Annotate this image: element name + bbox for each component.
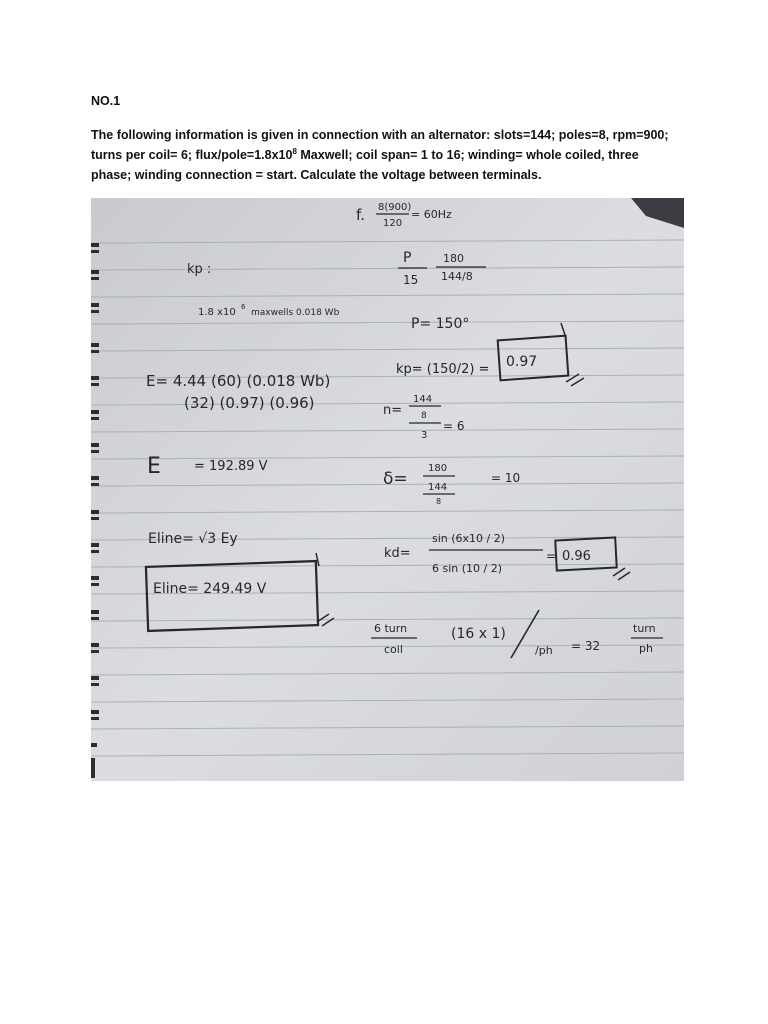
hw-d-den-top: 144 bbox=[428, 482, 448, 493]
hw-ephase-value: = 192.89 V bbox=[194, 459, 268, 474]
hw-eline-formula: Eline= √3 Ey bbox=[148, 531, 238, 547]
hw-ephase-label: E bbox=[147, 454, 161, 479]
hw-eline-boxed: Eline= 249.49 V bbox=[153, 581, 267, 597]
hw-freq-num: 8(900) bbox=[378, 202, 412, 213]
hw-turns-mid: (16 x 1) bbox=[451, 626, 506, 642]
hw-kd-eq: = bbox=[546, 549, 557, 563]
hw-p-eq-den: 144/8 bbox=[441, 270, 473, 283]
hw-kp-boxed: 0.97 bbox=[506, 354, 538, 370]
hw-freq-den: 120 bbox=[383, 218, 403, 229]
hw-d-result: = 10 bbox=[491, 471, 521, 485]
hw-d-den: 8 bbox=[436, 497, 442, 506]
hw-n-num: 144 bbox=[413, 394, 433, 405]
hw-p-den: 15 bbox=[403, 273, 419, 287]
hw-n-mid: 8 bbox=[421, 411, 427, 421]
hw-kp-label: kp : bbox=[187, 262, 212, 277]
hw-freq-label: f. bbox=[356, 206, 365, 224]
hw-emf-line2: (32) (0.97) (0.96) bbox=[184, 394, 315, 412]
hw-kp-formula: kp= (150/2) = bbox=[396, 362, 490, 377]
hw-turns-result: = 32 bbox=[571, 639, 601, 653]
hw-p-num: P bbox=[403, 250, 412, 266]
handwritten-solution-photo bbox=[91, 198, 684, 781]
notebook-page bbox=[91, 198, 684, 781]
hw-turns-unit-num: turn bbox=[633, 622, 656, 635]
hw-p-eq-num: 180 bbox=[443, 252, 464, 265]
problem-text-part1: The following information is given in connection with an alternator: slots=144; poles=8, rpm=900; turns per coil= 6; flux/pole=1.8x10 bbox=[91, 128, 669, 162]
paper-background bbox=[91, 198, 684, 781]
hw-kd-num: sin (6x10 / 2) bbox=[432, 532, 506, 545]
hw-flux-line: 1.8 x10 bbox=[198, 307, 236, 318]
hw-d-label: δ= bbox=[383, 469, 408, 489]
hw-n-label: n= bbox=[383, 403, 403, 418]
hw-kd-label: kd= bbox=[384, 546, 411, 561]
hw-n-result: = 6 bbox=[443, 419, 465, 433]
hw-freq-result: = 60Hz bbox=[411, 208, 452, 221]
problem-text-part2: Maxwell; coil span= 1 to 16; winding= whole coiled, three phase; winding connection = start. Calculate the voltage between terminals. bbox=[91, 148, 639, 182]
hw-kd-den: 6 sin (10 / 2) bbox=[432, 562, 503, 575]
hw-flux-rest: maxwells 0.018 Wb bbox=[251, 308, 340, 318]
problem-statement bbox=[91, 125, 681, 185]
hw-d-num: 180 bbox=[428, 463, 448, 474]
hw-turns-div: /ph bbox=[535, 644, 553, 657]
hw-turns-left-den: coil bbox=[384, 643, 403, 656]
hw-emf-line1: E= 4.44 (60) (0.018 Wb) bbox=[146, 372, 331, 390]
hw-flux-exp: 6 bbox=[241, 303, 246, 311]
problem-text-exponent: 8 bbox=[292, 146, 297, 156]
hw-kd-boxed: 0.96 bbox=[562, 549, 591, 564]
hw-p-result: P= 150° bbox=[411, 316, 470, 332]
hw-n-den: 3 bbox=[421, 430, 428, 441]
hw-turns-unit-den: ph bbox=[639, 642, 653, 655]
problem-heading: NO.1 bbox=[91, 94, 121, 108]
hw-turns-left: 6 turn bbox=[374, 622, 408, 635]
